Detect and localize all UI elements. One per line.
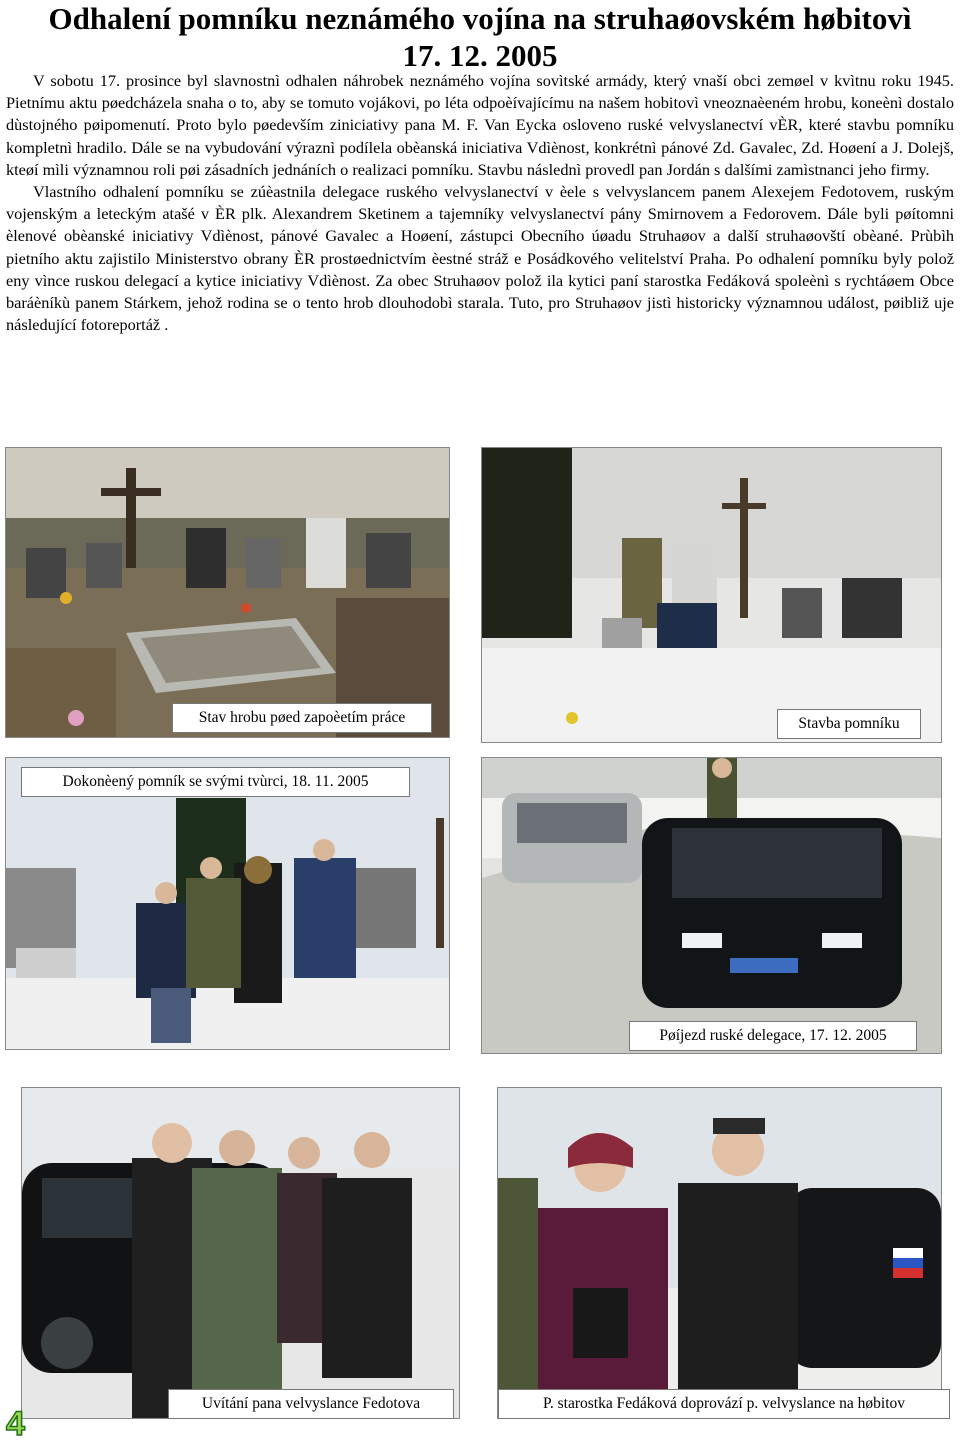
photo-finished-monument: [5, 757, 450, 1050]
photo-ambassador-welcome: [21, 1087, 460, 1419]
photo-grave-before-image: [6, 448, 449, 737]
article-title: [0, 0, 960, 74]
title-line-2: 17. 12. 2005: [402, 38, 558, 73]
caption-mayor-ambassador: P. starostka Fedáková doprovází p. velvyslance na høbitov: [498, 1389, 950, 1419]
title-line-1: Odhalení pomníku neznámého vojína na struhaøovském høbitovì: [48, 1, 912, 36]
photo-delegation-arrival: [481, 757, 942, 1054]
paragraph-1: V sobotu 17. prosince byl slavnostnì odhalen náhrobek neznámého vojína sovìtské armády, který vnaší obci zemøel v kvìtnu roku 1945. Pietnímu aktu pøedcházela snaha o to, aby se tomuto vojákovi, po léta odpoèívajícímu na našem hobitovì vneoznaèeném hrobu, koneènì dostalo dùstojného pøipomenutí. Proto bylo pøedevším ziniciativy pana M. F. Van Eycka osloveno ruské velvyslanectví vÈR, které stavbu pomníku kompletnì hradilo. Dále se na vybudování výraznì podílela obèanská iniciativa Vdìènost, konkrétnì pánové Zd. Gavalec, Zd. Hoøení a J. Dolejš, kteøí mìli významnou roli pøi zásadních jednáních o realizaci pomníku. Stavbu následnì provedl pan Jordán s dalšími zamìstnanci jeho firmy.: [6, 71, 954, 179]
photo-delegation-arrival-image: [482, 758, 941, 1053]
photo-mayor-ambassador: [497, 1087, 942, 1419]
caption-monument-construction: Stavba pomníku: [777, 709, 921, 739]
caption-finished-monument: Dokonèený pomník se svými tvùrci, 18. 11. 2005: [21, 767, 410, 797]
article-body: [6, 70, 954, 336]
photo-monument-construction: [481, 447, 942, 743]
photo-finished-monument-image: [6, 758, 449, 1049]
caption-delegation-arrival: Pøíjezd ruské delegace, 17. 12. 2005: [629, 1021, 917, 1051]
photo-monument-construction-image: [482, 448, 941, 742]
paragraph-2: Vlastního odhalení pomníku se zúèastnila delegace ruského velvyslanectví v èele s velvyslancem panem Alexejem Fedotovem, ruským vojenským a leteckým atašé v ÈR plk. Alexandrem Sketinem a tajemníky velvyslanectví pány Smirnovem a Fedorovem. Dále byli pøítomni èlenové obèanské iniciativy Vdìènost, pánové Gavalec a Hoøení, zástupci Obecního úøadu Struhaøov a další struhaøovští obèané. Prùbìh pietního aktu zajistilo Ministerstvo obrany ÈR prostøednictvím èestné stráž e Posádkového velitelství Praha. Po odhalení pomníku byly polož eny vìnce ruskou delegací a kytice iniciativy Vdìènost. Za obec Struhaøov polož ila kytici paní starostka Fedáková spoleènì s rychtáøem Obce baráèníkù panem Stárkem, jehož rodina se o tento hrob dlouhodobì starala. Tuto, pro Struhaøov jistì historicky významnou událost, pøibliž uje následující fotoreportáž .: [6, 182, 954, 335]
photo-ambassador-welcome-image: [22, 1088, 459, 1418]
photo-grave-before: [5, 447, 450, 738]
caption-ambassador-welcome: Uvítání pana velvyslance Fedotova: [168, 1389, 454, 1419]
photo-mayor-ambassador-image: [498, 1088, 941, 1418]
page-number: 4: [6, 1405, 25, 1443]
caption-grave-before: Stav hrobu pøed zapoèetím práce: [172, 703, 432, 733]
